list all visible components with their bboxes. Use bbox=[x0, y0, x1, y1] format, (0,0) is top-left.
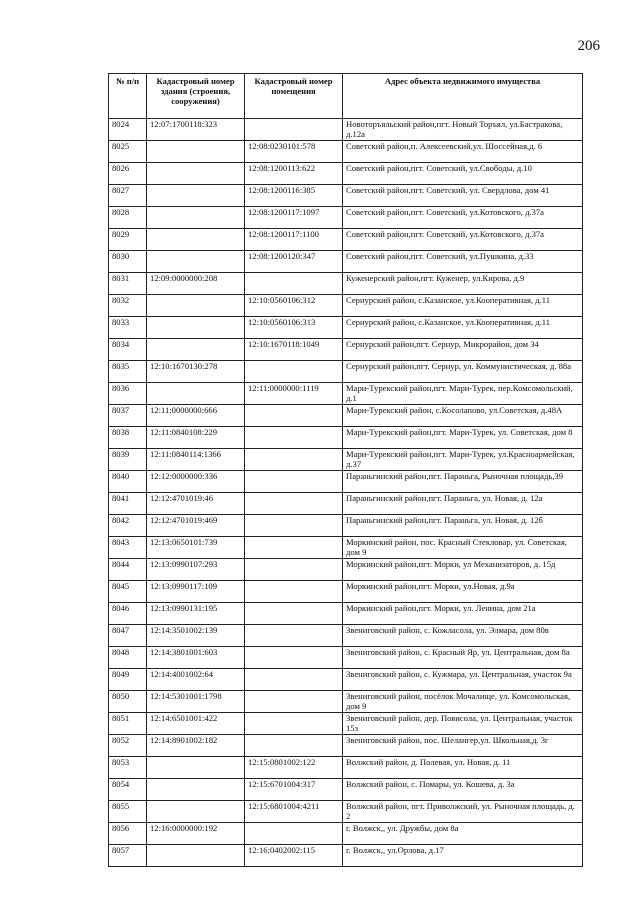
premises-cadastral-cell bbox=[245, 647, 343, 669]
table-row bbox=[109, 647, 583, 669]
table-row bbox=[109, 603, 583, 625]
address-cell: Параньгинский район,пгт. Параньга, Рыночная площадь,39 bbox=[343, 471, 583, 493]
premises-cadastral-cell bbox=[245, 603, 343, 625]
row-number-cell: 8037 bbox=[109, 405, 147, 427]
table-row bbox=[109, 405, 583, 427]
row-number-cell: 8051 bbox=[109, 713, 147, 735]
premises-cadastral-cell: 12:10:1670118:1049 bbox=[245, 339, 343, 361]
table-row bbox=[109, 779, 583, 801]
address-cell: Параньгинский район,пгт. Параньга, ул. Новая, д. 12б bbox=[343, 515, 583, 537]
address-cell: Мари-Турекский район, с.Косолапово, ул.Советская, д.48А bbox=[343, 405, 583, 427]
table-header-row bbox=[109, 74, 583, 119]
row-number-cell: 8053 bbox=[109, 757, 147, 779]
building-cadastral-cell bbox=[147, 207, 245, 229]
address-cell: Советский район,пгт. Советский, ул.Пушкина, д.33 bbox=[343, 251, 583, 273]
building-cadastral-cell: 12:10:1670130:278 bbox=[147, 361, 245, 383]
address-cell: Сернурский район,пгт. Сернур, ул. Коммунистическая, д. 88а bbox=[343, 361, 583, 383]
premises-cadastral-cell bbox=[245, 537, 343, 559]
premises-cadastral-cell: 12:08:1200113:622 bbox=[245, 163, 343, 185]
table-row bbox=[109, 801, 583, 823]
header-row-number: № п/п bbox=[109, 74, 147, 119]
row-number-cell: 8050 bbox=[109, 691, 147, 713]
building-cadastral-cell bbox=[147, 185, 245, 207]
header-building-cadastral-number: Кадастровый номер здания (строения, сооружения) bbox=[147, 74, 245, 119]
row-number-cell: 8044 bbox=[109, 559, 147, 581]
table-row bbox=[109, 317, 583, 339]
row-number-cell: 8029 bbox=[109, 229, 147, 251]
table-row bbox=[109, 339, 583, 361]
table-row bbox=[109, 295, 583, 317]
premises-cadastral-cell bbox=[245, 515, 343, 537]
row-number-cell: 8028 bbox=[109, 207, 147, 229]
row-number-cell: 8035 bbox=[109, 361, 147, 383]
address-cell: Советский район,пгт. Советский, ул. Свердлова, дом 41 bbox=[343, 185, 583, 207]
address-cell: Мари-Турекский район,пгт. Мари-Турек, ул. Советская, дом 8 bbox=[343, 427, 583, 449]
row-number-cell: 8033 bbox=[109, 317, 147, 339]
address-cell: Моркинский район,пгт. Морки, ул. Ленина, дом 21а bbox=[343, 603, 583, 625]
building-cadastral-cell: 12:13:0990131:195 bbox=[147, 603, 245, 625]
table-row bbox=[109, 845, 583, 867]
address-cell: Сернурский район, с.Казанское, ул.Кооперативная, д.11 bbox=[343, 317, 583, 339]
address-cell: Волжский район, д. Полевая, ул. Новая, д. 11 bbox=[343, 757, 583, 779]
address-cell: Звениговский район, пос. Шелангер,ул. Школьная,д. 3г bbox=[343, 735, 583, 757]
row-number-cell: 8024 bbox=[109, 119, 147, 141]
building-cadastral-cell: 12:16:0000000:192 bbox=[147, 823, 245, 845]
row-number-cell: 8040 bbox=[109, 471, 147, 493]
table-row bbox=[109, 691, 583, 713]
premises-cadastral-cell bbox=[245, 691, 343, 713]
address-cell: Советский район,пгт. Советский, ул.Котовского, д.37а bbox=[343, 229, 583, 251]
table-row bbox=[109, 537, 583, 559]
premises-cadastral-cell bbox=[245, 427, 343, 449]
building-cadastral-cell bbox=[147, 383, 245, 405]
row-number-cell: 8054 bbox=[109, 779, 147, 801]
premises-cadastral-cell: 12:08:1200120:347 bbox=[245, 251, 343, 273]
premises-cadastral-cell bbox=[245, 713, 343, 735]
address-cell: Звениговский район, с. Кужмара, ул. Центральная, участок 9а bbox=[343, 669, 583, 691]
header-address: Адрес объекта недвижимого имущества bbox=[343, 74, 583, 119]
address-cell: Звениговский район, дер. Пояисола, ул. Центральная, участок 15з bbox=[343, 713, 583, 735]
address-cell: г. Волжск,, ул.Орлова, д.17 bbox=[343, 845, 583, 867]
row-number-cell: 8055 bbox=[109, 801, 147, 823]
building-cadastral-cell bbox=[147, 163, 245, 185]
table-body bbox=[109, 119, 583, 867]
premises-cadastral-cell bbox=[245, 581, 343, 603]
building-cadastral-cell: 12:09:0000000:208 bbox=[147, 273, 245, 295]
premises-cadastral-cell bbox=[245, 735, 343, 757]
building-cadastral-cell bbox=[147, 295, 245, 317]
page-number: 206 bbox=[577, 38, 600, 54]
building-cadastral-cell bbox=[147, 801, 245, 823]
building-cadastral-cell: 12:11:0000000:666 bbox=[147, 405, 245, 427]
premises-cadastral-cell bbox=[245, 559, 343, 581]
premises-cadastral-cell: 12:15:6801004:4211 bbox=[245, 801, 343, 823]
table-row bbox=[109, 207, 583, 229]
address-cell: Советский район,пгт. Советский, ул.Свободы, д.10 bbox=[343, 163, 583, 185]
table-row bbox=[109, 625, 583, 647]
table-row bbox=[109, 449, 583, 471]
row-number-cell: 8041 bbox=[109, 493, 147, 515]
building-cadastral-cell: 12:11:0840114:1366 bbox=[147, 449, 245, 471]
table-row bbox=[109, 823, 583, 845]
building-cadastral-cell bbox=[147, 845, 245, 867]
table-row bbox=[109, 669, 583, 691]
address-cell: г. Волжск,, ул. Дружбы, дом 8а bbox=[343, 823, 583, 845]
building-cadastral-cell: 12:14:6501001:422 bbox=[147, 713, 245, 735]
premises-cadastral-cell: 12:08:1200117:1097 bbox=[245, 207, 343, 229]
address-cell: Новоторъяльский район,пгт. Новый Торъял, ул.Бастракова, д.12а bbox=[343, 119, 583, 141]
table-row bbox=[109, 185, 583, 207]
premises-cadastral-cell: 12:16:0402002:115 bbox=[245, 845, 343, 867]
table-row bbox=[109, 493, 583, 515]
premises-cadastral-cell bbox=[245, 823, 343, 845]
table-row bbox=[109, 757, 583, 779]
premises-cadastral-cell: 12:10:0560106:313 bbox=[245, 317, 343, 339]
building-cadastral-cell: 12:12:4701019:469 bbox=[147, 515, 245, 537]
row-number-cell: 8034 bbox=[109, 339, 147, 361]
address-cell: Звениговский район, с. Красный Яр, ул. Центральная, дом 8а bbox=[343, 647, 583, 669]
table-row bbox=[109, 559, 583, 581]
building-cadastral-cell: 12:14:5301001:1798 bbox=[147, 691, 245, 713]
row-number-cell: 8038 bbox=[109, 427, 147, 449]
address-cell: Советский район,пгт. Советский, ул.Котовского, д.37а bbox=[343, 207, 583, 229]
row-number-cell: 8048 bbox=[109, 647, 147, 669]
premises-cadastral-cell: 12:11:0000000:1119 bbox=[245, 383, 343, 405]
row-number-cell: 8049 bbox=[109, 669, 147, 691]
table-row bbox=[109, 471, 583, 493]
address-cell: Волжский район, с. Помары, ул. Кошева, д. 3а bbox=[343, 779, 583, 801]
premises-cadastral-cell: 12:08:0230101:578 bbox=[245, 141, 343, 163]
premises-cadastral-cell bbox=[245, 625, 343, 647]
table-row bbox=[109, 251, 583, 273]
address-cell: Звениговский район, с. Кожласола, ул. Элмара, дом 80в bbox=[343, 625, 583, 647]
premises-cadastral-cell bbox=[245, 405, 343, 427]
building-cadastral-cell: 12:13:0990107:293 bbox=[147, 559, 245, 581]
address-cell: Звениговский район, посёлок Мочалище, ул. Комсомольская, дом 9 bbox=[343, 691, 583, 713]
row-number-cell: 8043 bbox=[109, 537, 147, 559]
premises-cadastral-cell bbox=[245, 669, 343, 691]
premises-cadastral-cell bbox=[245, 119, 343, 141]
table-row bbox=[109, 735, 583, 757]
address-cell: Моркинский район, пос. Красный Стекловар, ул. Советская, дом 9 bbox=[343, 537, 583, 559]
premises-cadastral-cell bbox=[245, 471, 343, 493]
premises-cadastral-cell: 12:08:1200116:385 bbox=[245, 185, 343, 207]
address-cell: Волжский район, пгт. Приволжский, ул. Рыночная площадь, д. 2 bbox=[343, 801, 583, 823]
address-cell: Моркинский район,пгт. Морки, ул.Новая, д.9а bbox=[343, 581, 583, 603]
premises-cadastral-cell: 12:15:6701004:317 bbox=[245, 779, 343, 801]
building-cadastral-cell bbox=[147, 229, 245, 251]
address-cell: Мари-Турекский район,пгт. Мари-Турек, ул.Красноармейская, д.37 bbox=[343, 449, 583, 471]
building-cadastral-cell bbox=[147, 251, 245, 273]
building-cadastral-cell: 12:07:1700118:323 bbox=[147, 119, 245, 141]
row-number-cell: 8047 bbox=[109, 625, 147, 647]
building-cadastral-cell: 12:14:4001002:64 bbox=[147, 669, 245, 691]
address-cell: Мари-Турекский район,пгт. Мари-Турек, пер.Комсомольский, д.1 bbox=[343, 383, 583, 405]
address-cell: Моркинский район,пгт. Морки, ул Механизаторов, д. 15д bbox=[343, 559, 583, 581]
address-cell: Советский район,п. Алексеевский,ул. Шоссейная,д. 6 bbox=[343, 141, 583, 163]
building-cadastral-cell bbox=[147, 757, 245, 779]
building-cadastral-cell: 12:14:3801001:603 bbox=[147, 647, 245, 669]
table-row bbox=[109, 427, 583, 449]
building-cadastral-cell bbox=[147, 339, 245, 361]
building-cadastral-cell: 12:11:0840108:229 bbox=[147, 427, 245, 449]
premises-cadastral-cell bbox=[245, 273, 343, 295]
building-cadastral-cell: 12:13:0990117:109 bbox=[147, 581, 245, 603]
row-number-cell: 8052 bbox=[109, 735, 147, 757]
building-cadastral-cell bbox=[147, 141, 245, 163]
premises-cadastral-cell bbox=[245, 361, 343, 383]
row-number-cell: 8025 bbox=[109, 141, 147, 163]
table-row bbox=[109, 581, 583, 603]
table-row bbox=[109, 713, 583, 735]
row-number-cell: 8039 bbox=[109, 449, 147, 471]
premises-cadastral-cell: 12:08:1200117:1100 bbox=[245, 229, 343, 251]
premises-cadastral-cell: 12:10:0560106:312 bbox=[245, 295, 343, 317]
table-row bbox=[109, 229, 583, 251]
address-cell: Сернурский район,пгт. Сернур, Микрорайон, дом 34 bbox=[343, 339, 583, 361]
building-cadastral-cell bbox=[147, 317, 245, 339]
premises-cadastral-cell bbox=[245, 449, 343, 471]
row-number-cell: 8042 bbox=[109, 515, 147, 537]
building-cadastral-cell: 12:12:0000000:336 bbox=[147, 471, 245, 493]
row-number-cell: 8027 bbox=[109, 185, 147, 207]
table-row bbox=[109, 383, 583, 405]
table-row bbox=[109, 273, 583, 295]
header-premises-cadastral-number: Кадастровый номер помещения bbox=[245, 74, 343, 119]
table-row bbox=[109, 515, 583, 537]
building-cadastral-cell: 12:14:8901002:182 bbox=[147, 735, 245, 757]
table-row bbox=[109, 163, 583, 185]
row-number-cell: 8032 bbox=[109, 295, 147, 317]
building-cadastral-cell bbox=[147, 779, 245, 801]
row-number-cell: 8056 bbox=[109, 823, 147, 845]
building-cadastral-cell: 12:14:3501002:139 bbox=[147, 625, 245, 647]
table-row bbox=[109, 141, 583, 163]
building-cadastral-cell: 12:13:0650101:739 bbox=[147, 537, 245, 559]
row-number-cell: 8045 bbox=[109, 581, 147, 603]
table-row bbox=[109, 361, 583, 383]
table-row bbox=[109, 119, 583, 141]
row-number-cell: 8057 bbox=[109, 845, 147, 867]
premises-cadastral-cell bbox=[245, 493, 343, 515]
cadastral-register-table bbox=[108, 73, 583, 867]
building-cadastral-cell: 12:12:4701019:46 bbox=[147, 493, 245, 515]
row-number-cell: 8036 bbox=[109, 383, 147, 405]
row-number-cell: 8031 bbox=[109, 273, 147, 295]
row-number-cell: 8026 bbox=[109, 163, 147, 185]
address-cell: Сернурский район, с.Казанское, ул.Кооперативная, д.11 bbox=[343, 295, 583, 317]
premises-cadastral-cell: 12:15:0801002:122 bbox=[245, 757, 343, 779]
row-number-cell: 8030 bbox=[109, 251, 147, 273]
row-number-cell: 8046 bbox=[109, 603, 147, 625]
address-cell: Куженерский район,пгт. Куженер, ул.Кирова, д.9 bbox=[343, 273, 583, 295]
address-cell: Параньгинский район,пгт. Параньга, ул. Новая, д. 12а bbox=[343, 493, 583, 515]
